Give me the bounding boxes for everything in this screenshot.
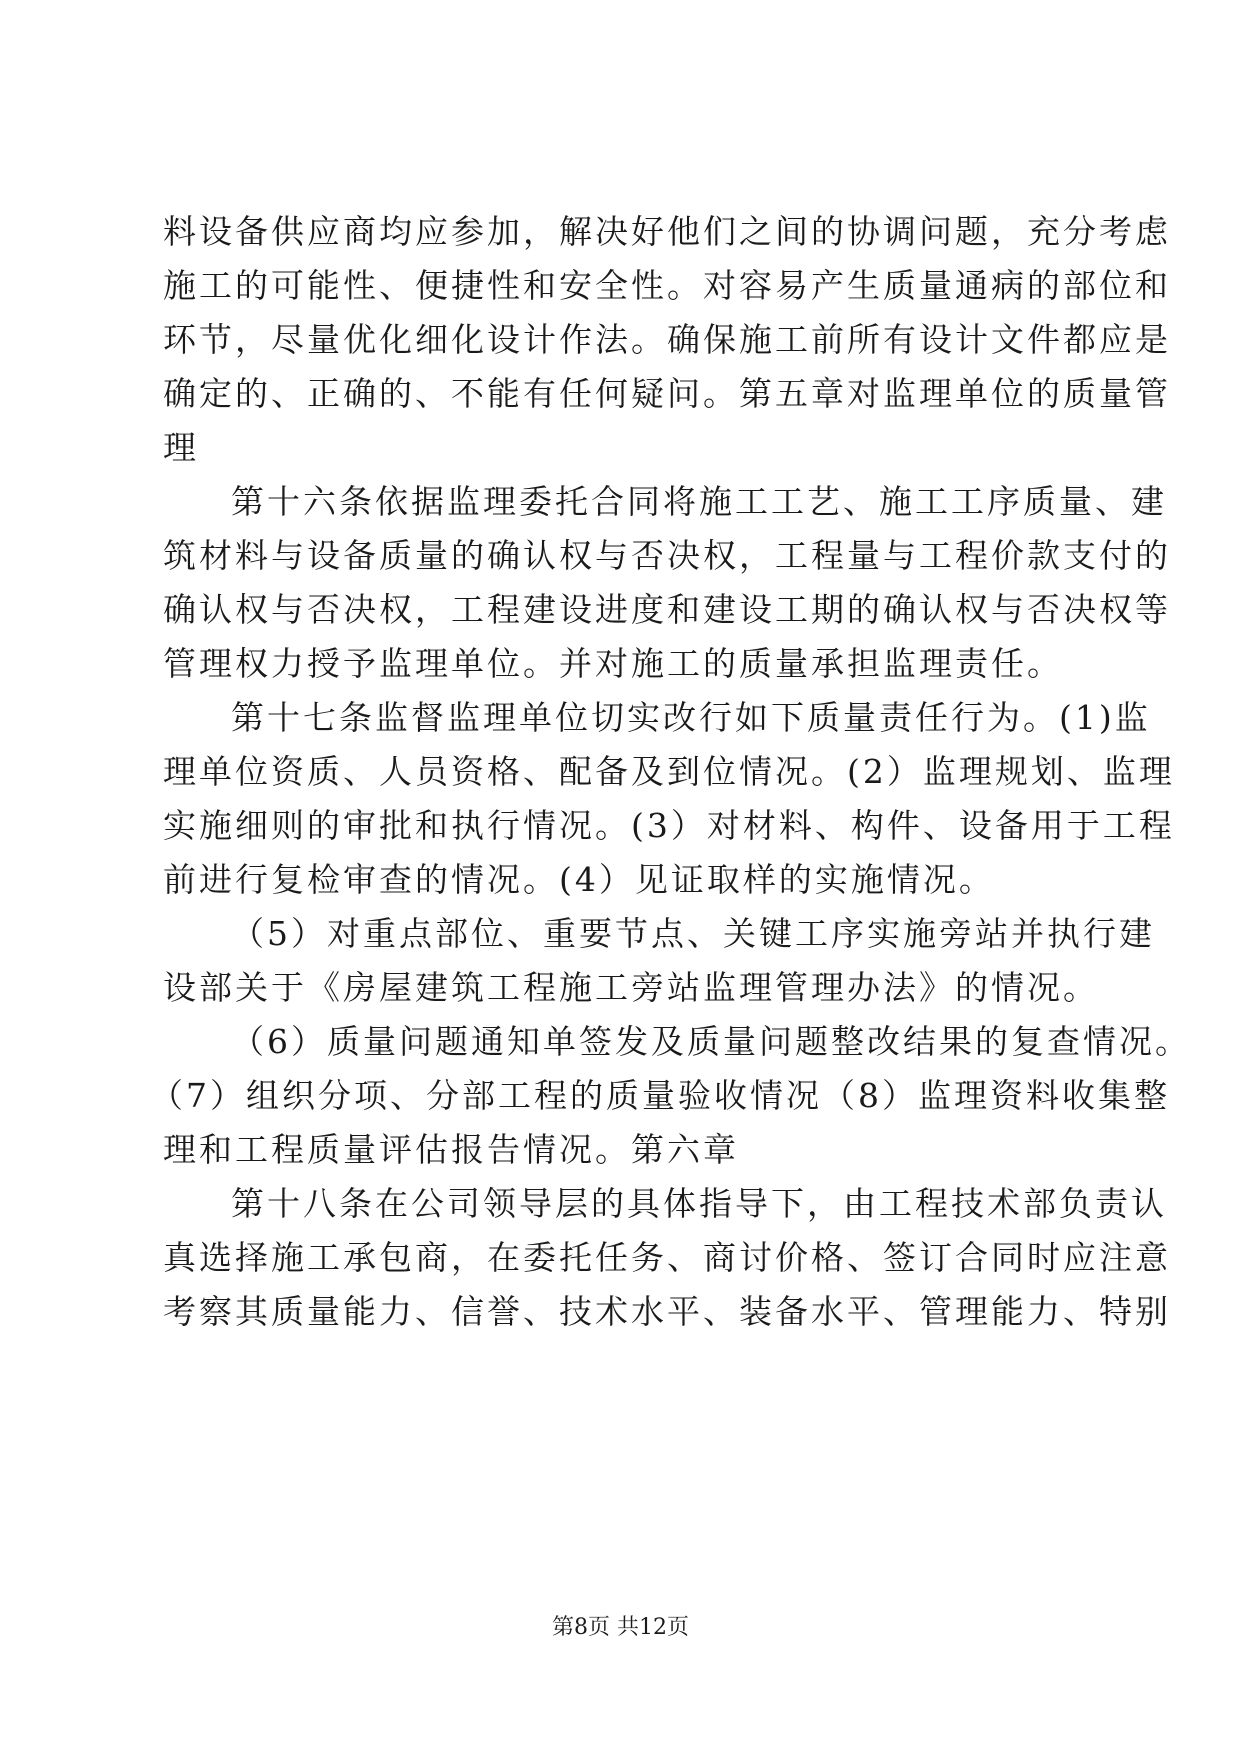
text-line-1: 料设备供应商均应参加，解决好他们之间的协调问题，充分考虑 xyxy=(163,212,1171,251)
text-line-3: 环节，尽量优化细化设计作法。确保施工前所有设计文件都应是 xyxy=(163,320,1171,359)
text-line-13: 前进行复检审查的情况。(4）见证取样的实施情况。 xyxy=(163,860,995,899)
text-line-9: 管理权力授予监理单位。并对施工的质量承担监理责任。 xyxy=(163,644,1063,683)
text-line-12: 实施细则的审批和执行情况。(3）对材料、构件、设备用于工程 xyxy=(163,806,1175,845)
text-line-10: 第十七条监督监理单位切实改行如下质量责任行为。(1)监 xyxy=(231,698,1151,737)
text-line-6: 第十六条依据监理委托合同将施工工艺、施工工序质量、建 xyxy=(231,482,1167,521)
text-line-8: 确认权与否决权，工程建设进度和建设工期的确认权与否决权等 xyxy=(163,590,1171,629)
text-line-14: （5）对重点部位、重要节点、关键工序实施旁站并执行建 xyxy=(231,914,1155,953)
text-line-5: 理 xyxy=(163,428,199,467)
text-line-7: 筑材料与设备质量的确认权与否决权，工程量与工程价款支付的 xyxy=(163,536,1171,575)
text-line-18: 理和工程质量评估报告情况。第六章 xyxy=(163,1130,739,1169)
text-line-21: 考察其质量能力、信誉、技术水平、装备水平、管理能力、特别 xyxy=(163,1292,1171,1331)
text-line-17: （7）组织分项、分部工程的质量验收情况（8）监理资料收集整 xyxy=(150,1076,1170,1115)
text-line-20: 真选择施工承包商，在委托任务、商讨价格、签订合同时应注意 xyxy=(163,1238,1171,1277)
page-number-footer: 第8页 共12页 xyxy=(552,1615,689,1640)
text-line-11: 理单位资质、人员资格、配备及到位情况。(2）监理规划、监理 xyxy=(163,752,1175,791)
text-line-4: 确定的、正确的、不能有任何疑问。第五章对监理单位的质量管 xyxy=(163,374,1171,413)
text-line-19: 第十八条在公司领导层的具体指导下，由工程技术部负责认 xyxy=(231,1184,1167,1223)
text-line-2: 施工的可能性、便捷性和安全性。对容易产生质量通病的部位和 xyxy=(163,266,1171,305)
text-line-16: （6）质量问题通知单签发及质量问题整改结果的复查情况。 xyxy=(231,1022,1191,1061)
text-line-15: 设部关于《房屋建筑工程施工旁站监理管理办法》的情况。 xyxy=(163,968,1099,1007)
